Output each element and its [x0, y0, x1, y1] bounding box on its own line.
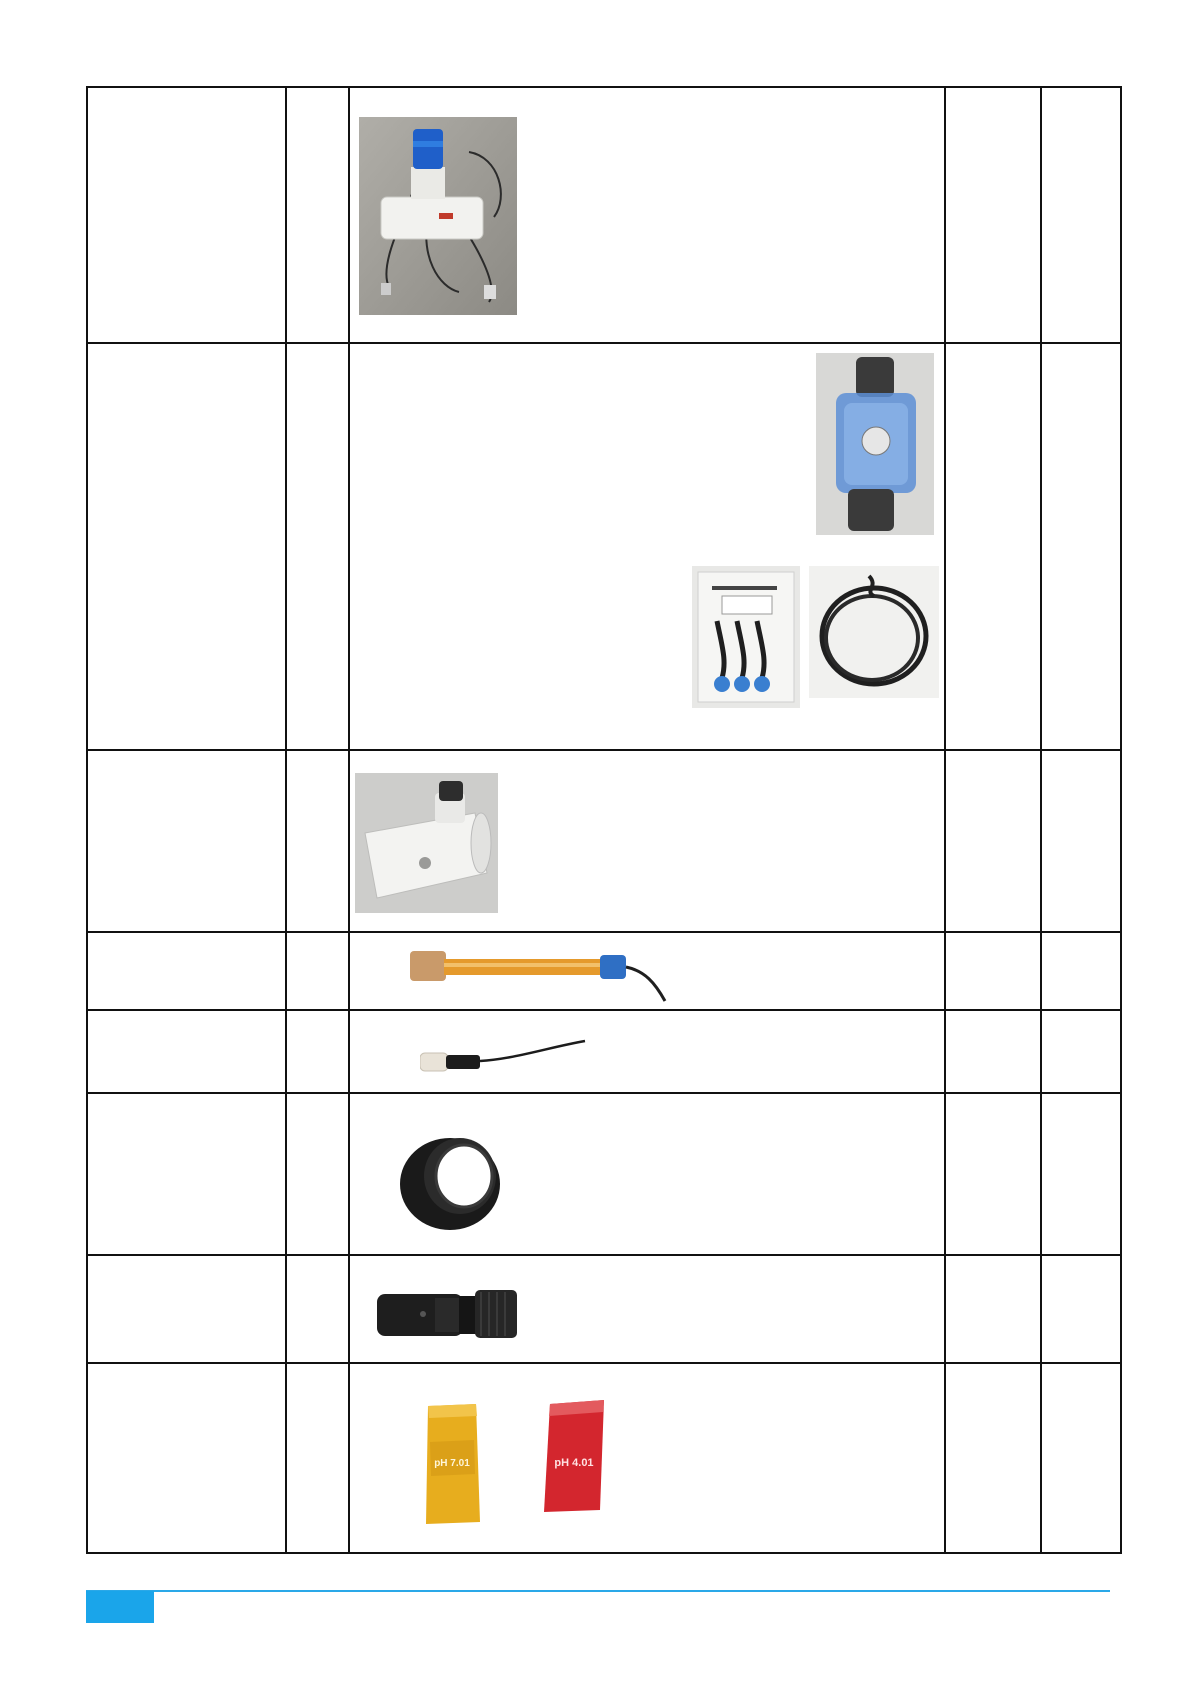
price-cell [945, 1010, 1041, 1093]
quantity-cell [286, 1363, 349, 1553]
ph-probe-image [410, 943, 670, 1003]
quantity-cell [286, 1255, 349, 1363]
table-row [87, 1093, 1121, 1255]
description-cell [87, 87, 286, 343]
total-cell [1041, 343, 1121, 750]
table-row [87, 750, 1121, 932]
description-cell [87, 1010, 286, 1093]
price-cell [945, 932, 1041, 1010]
buffer-sachet-red-image [540, 1398, 608, 1516]
image-cell [349, 1093, 944, 1255]
image-cell [349, 87, 944, 343]
buffer-sachet-yellow-image [422, 1402, 482, 1526]
quantity-cell [286, 87, 349, 343]
quantity-cell [286, 750, 349, 932]
description-cell [87, 343, 286, 750]
table-row [87, 1010, 1121, 1093]
quantity-cell [286, 932, 349, 1010]
sensor-cables-bag-image [692, 566, 800, 708]
image-cell [349, 1363, 944, 1553]
image-cell [349, 932, 944, 1010]
total-cell [1041, 87, 1121, 343]
flow-cell-image [816, 353, 934, 535]
reducer-ring-image [388, 1120, 506, 1238]
description-cell [87, 1093, 286, 1255]
table-row [87, 87, 1121, 343]
description-cell [87, 750, 286, 932]
image-cell [349, 750, 944, 932]
price-cell [945, 1093, 1041, 1255]
total-cell [1041, 1363, 1121, 1553]
pvc-tee-image [355, 773, 498, 913]
price-cell [945, 1363, 1041, 1553]
table-row [87, 932, 1121, 1010]
flow-tee-cell-image [359, 117, 517, 315]
image-cell [349, 1255, 944, 1363]
total-cell [1041, 750, 1121, 932]
quantity-cell [286, 1093, 349, 1255]
temp-sensor-image [420, 1037, 590, 1077]
table-row [87, 343, 1121, 750]
description-cell [87, 1255, 286, 1363]
sachet-label-yellow: pH 7.01 [434, 1458, 471, 1469]
total-cell [1041, 1093, 1121, 1255]
quantity-cell [286, 1010, 349, 1093]
total-cell [1041, 1255, 1121, 1363]
quantity-cell [286, 343, 349, 750]
table-row [87, 1255, 1121, 1363]
price-cell [945, 343, 1041, 750]
table-row [87, 1363, 1121, 1553]
price-cell [945, 1255, 1041, 1363]
parts-table [86, 86, 1122, 1554]
price-cell [945, 87, 1041, 343]
total-cell [1041, 932, 1121, 1010]
image-cell [349, 343, 944, 750]
image-cell [349, 1010, 944, 1093]
price-cell [945, 750, 1041, 932]
description-cell [87, 932, 286, 1010]
probe-holder-image [375, 1286, 525, 1346]
footer-accent-block [86, 1591, 154, 1623]
total-cell [1041, 1010, 1121, 1093]
coiled-tubing-image [809, 566, 939, 698]
description-cell [87, 1363, 286, 1553]
sachet-label-red: pH 4.01 [554, 1457, 595, 1469]
footer-rule [86, 1590, 1110, 1592]
